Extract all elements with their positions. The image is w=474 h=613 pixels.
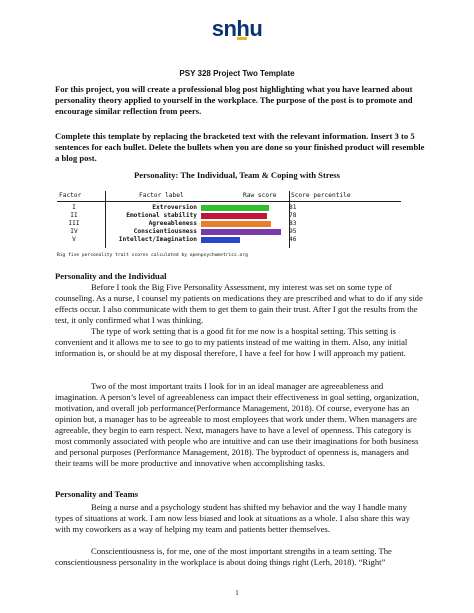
table-row <box>57 204 401 212</box>
header-raw-score: Raw score <box>243 192 277 199</box>
section-heading-teams: Personality and Teams <box>55 489 139 499</box>
section-title: Personality: The Individual, Team & Coping with Stress <box>134 170 340 180</box>
header-factor-label: Factor label <box>139 192 184 199</box>
table-row <box>57 228 401 236</box>
intro-paragraph-1: For this project, you will create a professional blog post highlighting what you have learned about personality theory applied to yourself in the workplace. The purpose of the post is to promote and encourage similar reflection from peers. <box>55 84 413 116</box>
row-percentile: 95 <box>289 228 297 235</box>
score-bar <box>201 221 271 227</box>
row-label: Conscientiousness <box>133 228 197 235</box>
row-factor: III <box>68 220 80 227</box>
score-bar <box>201 213 267 219</box>
table-header <box>57 191 401 202</box>
row-factor: V <box>72 236 76 243</box>
snhu-logo <box>0 18 474 40</box>
row-label: Emotional stability <box>126 212 197 219</box>
score-bar <box>201 229 281 235</box>
paragraph: Before I took the Big Five Personality Assessment, my interest was set on some type of counseling. As a nurse, I counsel my patients on medications they are prescribed and what to do if any side effects occur. I also communicate with them to get them to gain their trust. After I got the results from the test, it only confirmed what I was thinking. <box>55 282 423 325</box>
row-percentile: 81 <box>289 204 297 211</box>
score-bar <box>201 237 240 243</box>
header-factor: Factor <box>59 192 82 199</box>
page-number: 1 <box>235 589 239 597</box>
paragraph: The type of work setting that is a good fit for me now is a hospital setting. This setting is convenient and it allows me to see to go to my patients instead of me waiting in them. Also, any initial information is, or should be at my disposal therefore, I have a feel for how I will approach my patient. <box>55 326 408 358</box>
table-row <box>57 236 401 244</box>
row-factor: I <box>72 204 76 211</box>
paragraph: Being a nurse and a psychology student has shifted my behavior and the way I handle many types of situations at work. I am now less biased and look at situations as a whole. I also share this way with my coworkers as a way of helping my team and patients better themselves. <box>55 502 410 534</box>
section-heading-individual: Personality and the Individual <box>55 271 167 281</box>
paragraph: Two of the most important traits I look for in an ideal manager are agreeableness and imagination. A person’s level of agreeableness can impact their effectiveness in goal setting, organization, motivation, and overall job performance(Performance Management, 2018). Of course, everyone has an opinion but, a manager has to be agreeable to most employees that work under them. When managers are agreeable, they begin to earn respect. Next, managers have to have a level of openness. This category is most commonly associated with people who are intuitive and can use their imaginations for both business and personal purposes (Performance Management, 2018). The byproduct of openness is, managers and their teams will be more productive and innovative when accomplishing tasks. <box>55 381 419 468</box>
row-percentile: 78 <box>289 212 297 219</box>
row-factor: IV <box>70 228 78 235</box>
table-row <box>57 212 401 220</box>
header-score-percentile: Score percentile <box>291 192 351 199</box>
logo-text: snhu <box>211 16 263 41</box>
table-row <box>57 220 401 228</box>
score-bar <box>201 205 269 211</box>
row-label: Extroversion <box>152 204 197 211</box>
row-percentile: 46 <box>289 236 297 243</box>
row-factor: II <box>70 212 78 219</box>
row-label: Agreeableness <box>148 220 197 227</box>
row-percentile: 83 <box>289 220 297 227</box>
intro-paragraph-2: Complete this template by replacing the bracketed text with the relevant information. Insert 3 to 5 sentences for each bullet. Delete the bullets when you are done so your finished product will resemble a blog post. <box>55 131 425 163</box>
document-title: PSY 328 Project Two Template <box>179 69 295 78</box>
big-five-score-table <box>57 191 401 263</box>
row-label: Intellect/Imagination <box>118 236 197 243</box>
table-footnote: Big five personality trait scores calculated by openpsychometrics.org <box>57 253 248 258</box>
paragraph: Conscientiousness is, for me, one of the most important strengths in a team setting. The conscientiousness personality in the workplace is about doing things right (Lerh, 2018). “Right” <box>55 546 392 567</box>
